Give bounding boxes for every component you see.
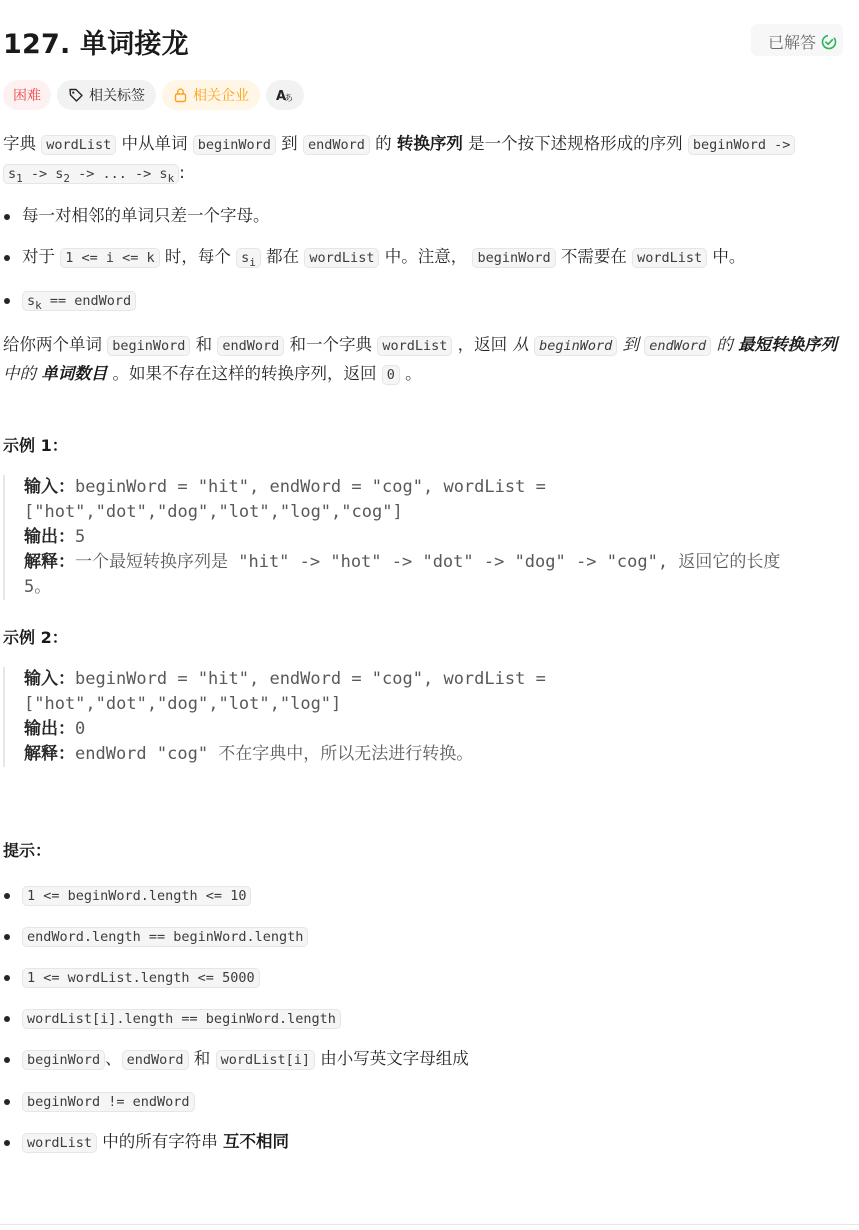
solved-badge <box>768 30 837 53</box>
output-label: 输出： <box>24 527 75 547</box>
divider <box>0 1224 859 1225</box>
list-item <box>0 924 308 949</box>
inline-code: 1 <= beginWord.length <= 10 <box>22 886 251 906</box>
difficulty-badge: 困难 <box>3 80 51 110</box>
inline-code: endWord <box>122 1050 189 1070</box>
list-item: beginWord 、 endWord 和 wordList[i] 由小写英文字母组成 <box>0 1047 469 1072</box>
inline-code: 0 <box>382 365 400 385</box>
svg-text:あ: あ <box>284 94 294 103</box>
bold-term: 最短转换序列 <box>738 335 838 354</box>
inline-code: beginWord != endWord <box>22 1092 195 1112</box>
inline-code: beginWord <box>472 248 555 268</box>
output-value: 5 <box>75 527 86 547</box>
list-item <box>0 1006 341 1031</box>
inline-code: beginWord <box>193 135 276 155</box>
inline-code: beginWord <box>107 336 190 356</box>
problem-title[interactable]: 127. 单词接龙 <box>3 29 189 60</box>
list-item <box>0 965 260 990</box>
list-item <box>0 288 136 318</box>
inline-code: wordList[i].length == beginWord.length <box>22 1009 341 1029</box>
topics-tag-button[interactable] <box>57 80 156 110</box>
tag-icon <box>68 87 84 103</box>
example-2-block <box>3 667 844 767</box>
inline-code: $s_1 -> s_2$ -> ... -> $s_k$ <box>3 164 179 184</box>
inline-code: wordList <box>632 248 707 268</box>
inline-code: wordList <box>41 135 116 155</box>
tags-row <box>3 80 304 110</box>
output-value: 0 <box>75 719 86 739</box>
companies-tag-label: 相关企业 <box>193 88 249 104</box>
solved-label: 已解答 <box>767 33 816 52</box>
list-item: 每一对相邻的单词只差一个字母。 <box>0 204 270 228</box>
intro-paragraph: 字典 wordList 中从单词 beginWord 到 endWord 的 转换序列 是一个按下述规格形成的序列 beginWord -> $s_1 -> s_2$ -> ... -> $s_k$ : <box>3 130 843 192</box>
list-item <box>0 1089 195 1114</box>
svg-text:A: A <box>276 89 287 103</box>
input-value: ["hot","dot","dog","lot","log"] <box>24 694 342 714</box>
list-item: 对于 1 <= i <= k 时，每个 $s_i$ 都在 wordList 中。注意， beginWord 不需要在 wordList 中。 <box>0 245 745 275</box>
inline-code: endWord <box>217 336 284 356</box>
inline-code: endWord.length == beginWord.length <box>22 927 308 947</box>
title-row <box>3 22 853 62</box>
inline-code: beginWord -> <box>688 135 796 155</box>
explain-value: endWord "cog" 不在字典中，所以无法进行转换。 <box>75 744 474 764</box>
input-value: beginWord = "hit", endWord = "cog", wordList = <box>75 669 546 689</box>
inline-code: wordList <box>304 248 379 268</box>
list-item <box>0 883 251 908</box>
output-label: 输出： <box>24 719 75 739</box>
inline-code: 1 <= wordList.length <= 5000 <box>22 968 260 988</box>
bold-term: 转换序列 <box>396 134 463 153</box>
inline-code: $s_k$ == endWord <box>22 291 136 311</box>
inline-code: endWord <box>644 336 711 356</box>
list-item: wordList 中的所有字符串 互不相同 <box>0 1130 289 1155</box>
example-1-block <box>3 475 844 600</box>
input-value: ["hot","dot","dog","lot","log","cog"] <box>24 502 403 522</box>
inline-code: wordList <box>22 1133 97 1153</box>
inline-code: beginWord <box>22 1050 105 1070</box>
bold-term: 互不相同 <box>223 1132 290 1151</box>
inline-code: wordList <box>377 336 452 356</box>
lock-icon <box>173 87 188 103</box>
companies-tag-button[interactable] <box>162 80 260 110</box>
explain-value: 5。 <box>24 577 52 597</box>
inline-code: beginWord <box>534 336 617 356</box>
inline-code: wordList[i] <box>216 1050 315 1070</box>
explain-label: 解释： <box>24 744 75 764</box>
check-circle-icon <box>821 34 837 50</box>
constraints-heading: 提示： <box>3 841 52 860</box>
translate-button[interactable] <box>266 80 304 110</box>
explain-label: 解释： <box>24 552 75 572</box>
example-1-heading: 示例 1： <box>3 436 68 455</box>
input-value: beginWord = "hit", endWord = "cog", wordList = <box>75 477 546 497</box>
inline-code: 1 <= i <= k <box>60 248 159 268</box>
input-label: 输入： <box>24 477 75 497</box>
input-label: 输入： <box>24 669 75 689</box>
example-2-heading: 示例 2： <box>3 628 68 647</box>
topics-tag-label: 相关标签 <box>89 88 145 104</box>
explain-value: 一个最短转换序列是 "hit" -> "hot" -> "dot" -> "dog" -> "cog", 返回它的长度 <box>75 552 781 572</box>
translate-icon <box>276 87 294 103</box>
inline-code: endWord <box>303 135 370 155</box>
inline-code: $s_i$ <box>236 248 261 268</box>
question-paragraph: 给你两个单词 beginWord 和 endWord 和一个字典 wordList ，返回 从 beginWord 到 endWord 的 最短转换序列 中的 单词数目 。如果不存在这样的转换序列，返回 0 。 <box>3 335 838 383</box>
bold-term: 单词数目 <box>41 364 108 383</box>
